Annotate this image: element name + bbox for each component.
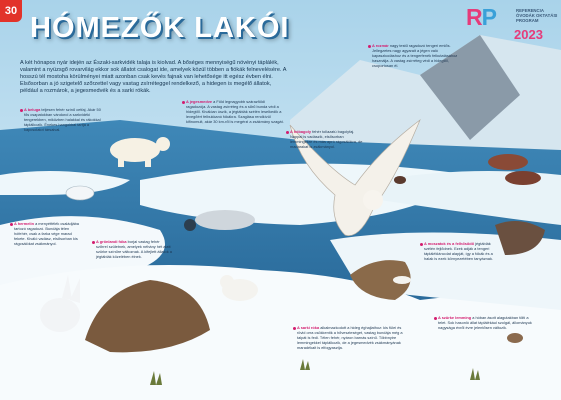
ermine	[393, 276, 411, 284]
logo-year: 2023	[514, 27, 543, 42]
note-arctic-fox: A sarki róka alkalmazkodott a hideg éghajlathoz: kis fülei és rövid orra csökkentik a hőveszteséget, vastag bundája még a talpát is fedi. Télen fehér, nyáron barnás színű. Többnyire lemmingekkel táplálkozik, de a jegesmedvék zsákmányának maradékait is elfogyasztja.	[297, 325, 403, 350]
seal	[195, 210, 255, 230]
note-lemming: A szürke lemming a hóban ásott alagutakban tölti a telet. Sok hasonló állat táplálékául szolgál, állományuk nagysága évről évre jelentősen változik.	[438, 316, 534, 331]
polar-bear	[110, 138, 160, 162]
intro-text: A két hónapos nyár idején az Északi-sarkvidék talaja is kiolvad. A bőséges mennyiségű növényi táplálék, valamint a nyüzsgő rovarvilág ekkor sok állatot csalogat ide, amelyek közül többen a fiókák felnevelésére. A hosszú tél mostoha körülményei miatt azonban csak kevés fajnak van lehetősége itt egész évben élni. Elsősorban a jó szigetelő szőrzettel vagy vastag zsírréteggel rendelkező, a hidegen is megélő állatok, például a rozmárok, a jegesmedvék és a sarki rókák.	[20, 60, 287, 94]
note-snowy-owl: A hóbagoly fehér tollazatú bagolyfaj. Nappal is vadászik, elsősorban lemmingekre és más apró rágcsálókra, de madarakat is zsákmányol.	[290, 130, 365, 150]
note-polar-bear: A jegesmedve a Föld legnagyobb szárazföldi ragadozója. A vastag zsírréteg és a sűrű bunda védi a hidegtől. Kiválóan úszik, a jégtáblák szélén leselkedik a levegőért felbukkanó fókákra. Szaglása rendkívül kifinomult, akár 30 km-ről is megérzi a zsákmány szagát.	[186, 100, 286, 125]
walrus-2	[505, 171, 541, 185]
page-title: HÓMEZŐK LAKÓI	[30, 12, 290, 44]
note-harp-seal: A grönlandi fóka borjai vastag fehér szőrrel születnek, amelyek néhány hét alatt szürke színűre változnak. A kifejlett állatok a jégtáblák közelében élnek.	[96, 239, 172, 259]
page-number: 30	[0, 0, 22, 22]
program-logo	[466, 2, 558, 42]
note-beluga: A beluga teljesen fehér színű cetfaj. Akár 50 fős csapatokban vándorol a sarkvidéki tengerekben, miközben halakkal és rákokkal táplálkozik. Énekes hangokkal tartja a kapcsolatot társaival.	[24, 108, 104, 133]
note-ermine: A hermelin a menyétfélék családjába tartozó ragadozó. Bundája télen hófehér, csak a farka vége marad fekete. Kiváló vadász, elsősorban kis rágcsálókat zsákmányol.	[14, 222, 82, 247]
lemming	[507, 333, 523, 343]
note-algae: A moszatok és a felhősődő jégtáblák szélén fejlődnek. Ezek adják a tengeri táplálékláncolat alapját, így a fókák és a halak is ezek környezetében tanyáznak.	[424, 241, 493, 261]
arctic-hare	[40, 298, 80, 332]
logo-text: REFERENCIA ÓVODÁK OKTATÁSI PROGRAM	[516, 8, 558, 23]
walrus	[488, 154, 528, 170]
note-walrus: A rozmár nagy testű ragadozó tengeri emlős. Jellegzetes nagy agyarait a jégen való kapaszkodáshoz és a tengerfenék felkutatásához használja. A vastag zsírréteg védi a hidegtől, csoportosan él.	[372, 44, 468, 69]
beluga	[66, 186, 94, 200]
logo-mark: RP	[466, 4, 496, 30]
